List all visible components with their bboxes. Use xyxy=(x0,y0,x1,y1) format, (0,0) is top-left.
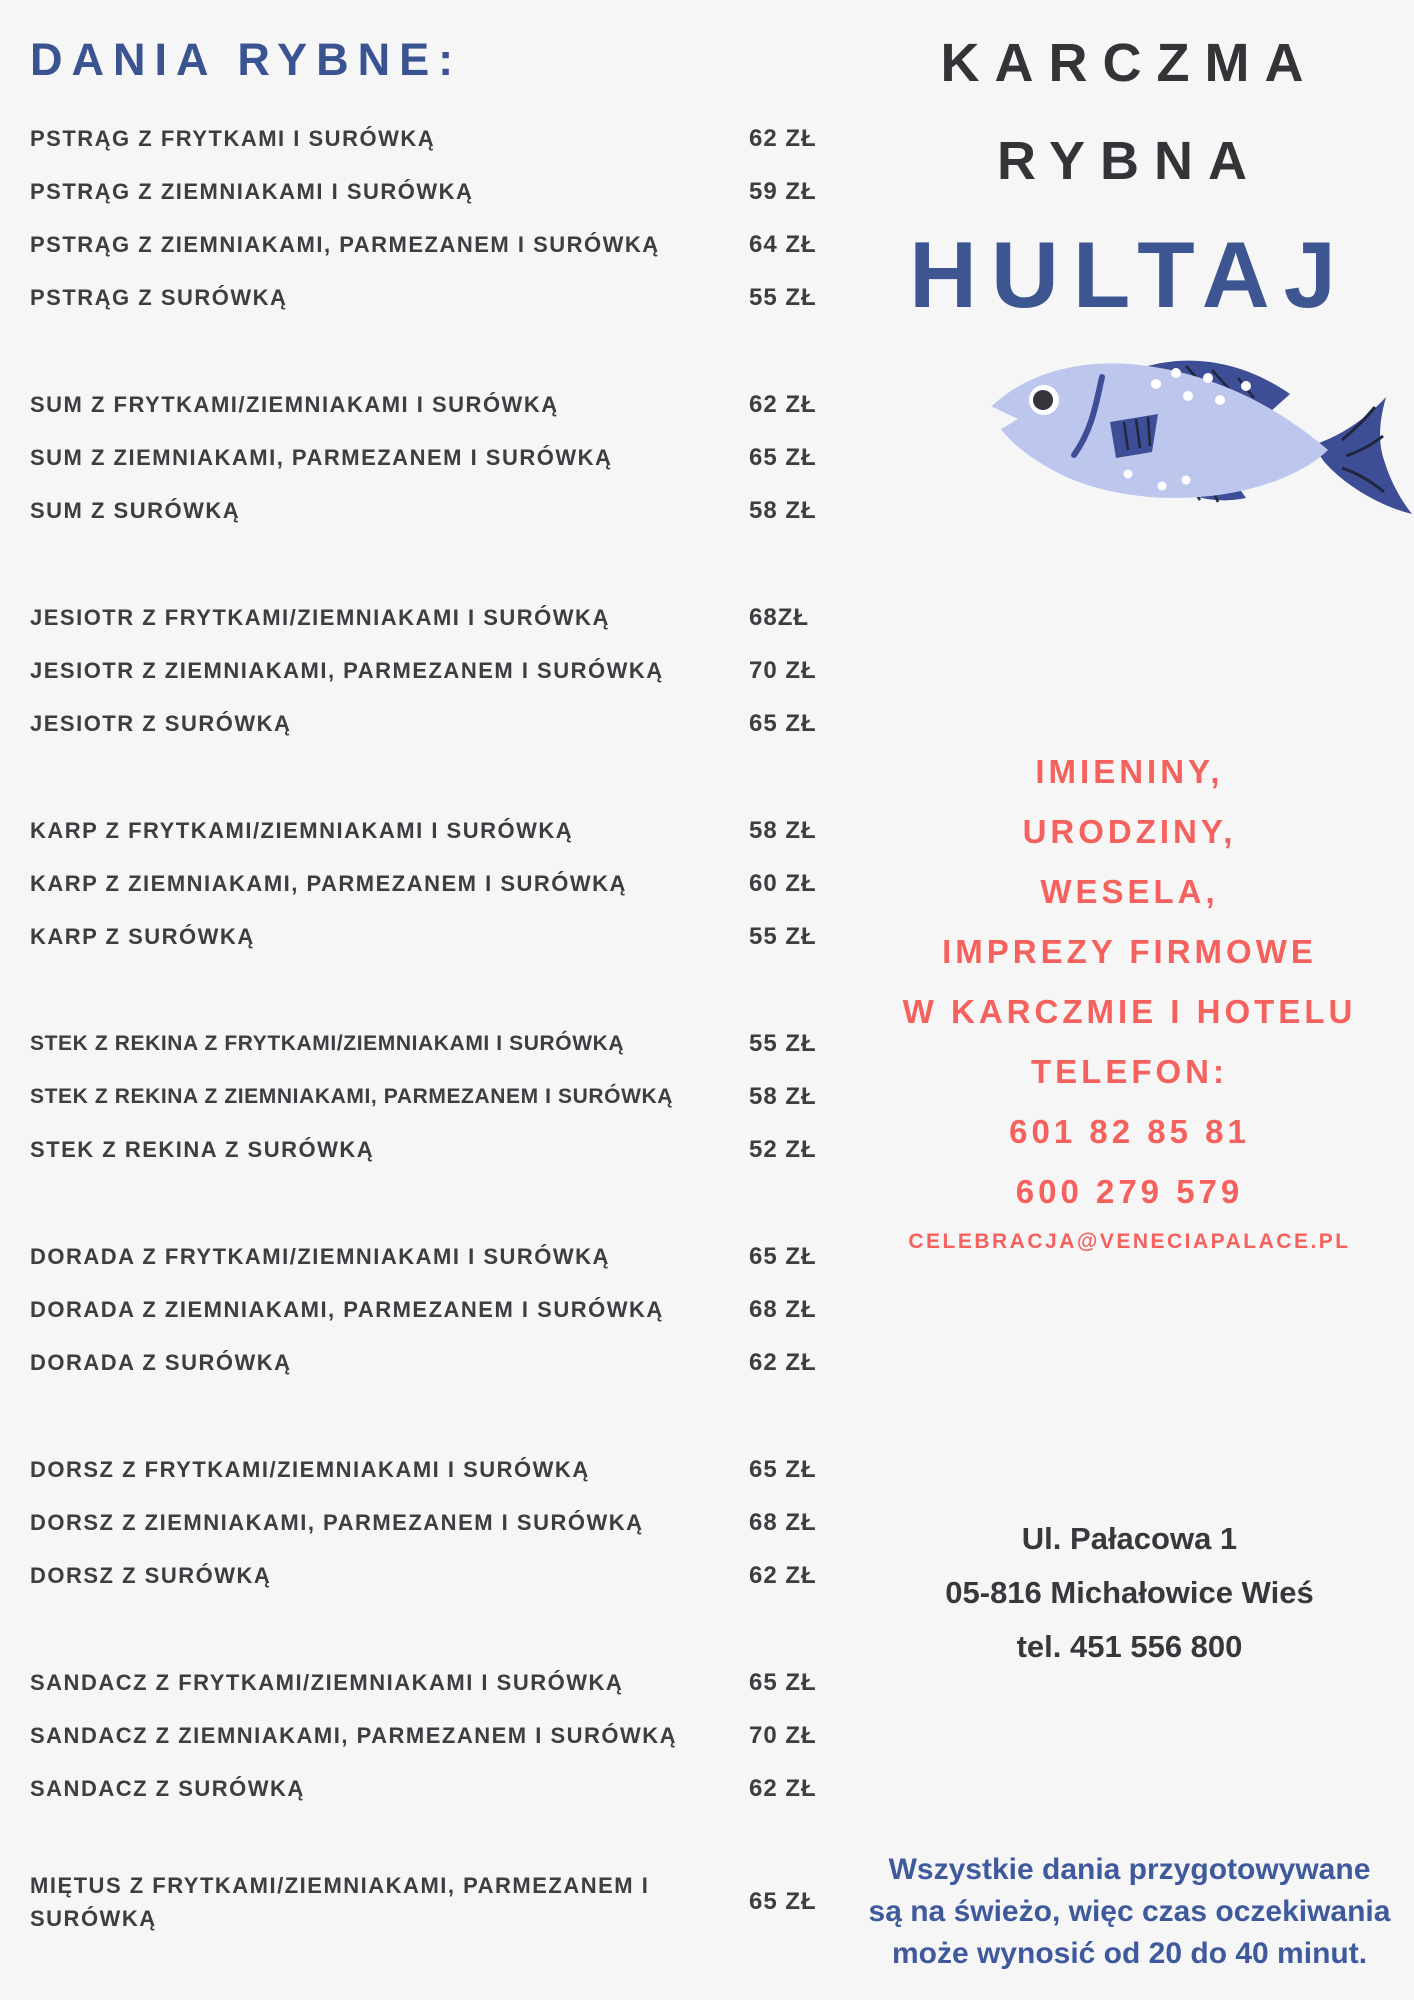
event-line: 600 279 579 xyxy=(1015,1173,1244,1210)
menu-item-price: 68 ZŁ xyxy=(749,1508,817,1536)
menu-item-price: 62 ZŁ xyxy=(749,1561,817,1589)
menu-item-price: 70 ZŁ xyxy=(749,1721,817,1749)
menu-item-price: 65 ZŁ xyxy=(749,1668,817,1696)
address-lines xyxy=(945,1512,1313,1674)
menu-item-price: 65 ZŁ xyxy=(749,1242,817,1270)
menu-item-name: SUM Z SURÓWKĄ xyxy=(30,498,241,523)
menu-sections xyxy=(30,112,845,1935)
menu-item-name: MIĘTUS Z FRYTKAMI/ZIEMNIAKAMI, PARMEZANEM I SURÓWKĄ xyxy=(30,1873,650,1931)
menu-item-price: 62 ZŁ xyxy=(749,1348,817,1376)
menu-item-name: JESIOTR Z SURÓWKĄ xyxy=(30,711,292,736)
menu-item-price: 62 ZŁ xyxy=(749,1774,817,1802)
menu-item-row xyxy=(30,1869,845,1935)
menu-item-name: KARP Z SURÓWKĄ xyxy=(30,924,255,949)
notice-lines xyxy=(869,1849,1391,1975)
menu-item-row xyxy=(30,218,845,271)
address-line: tel. 451 556 800 xyxy=(1016,1629,1243,1664)
notice-line: Wszystkie dania przygotowywane xyxy=(888,1853,1371,1886)
menu-section xyxy=(30,591,845,750)
menu-item-price: 65 ZŁ xyxy=(749,443,817,471)
menu-item-row xyxy=(30,910,845,963)
menu-item-price: 59 ZŁ xyxy=(749,177,817,205)
menu-item-name: SUM Z ZIEMNIAKAMI, PARMEZANEM I SURÓWKĄ xyxy=(30,445,613,470)
info-column xyxy=(845,0,1414,2000)
menu-item-name: JESIOTR Z ZIEMNIAKAMI, PARMEZANEM I SURÓWKĄ xyxy=(30,658,664,683)
menu-item-price: 64 ZŁ xyxy=(749,230,817,258)
menu-item-price: 70 ZŁ xyxy=(749,656,817,684)
menu-item-price: 60 ZŁ xyxy=(749,869,817,897)
event-line: W KARCZMIE I HOTELU xyxy=(902,993,1357,1030)
events-block xyxy=(903,742,1357,1254)
menu-item-price: 52 ZŁ xyxy=(749,1135,817,1163)
menu-item-row xyxy=(30,1017,845,1070)
menu-item-row xyxy=(30,1336,845,1389)
menu-item-row xyxy=(30,1283,845,1336)
address-line: Ul. Pałacowa 1 xyxy=(1021,1521,1238,1556)
menu-item-name: DORADA Z SURÓWKĄ xyxy=(30,1350,292,1375)
menu-item-name: PSTRĄG Z ZIEMNIAKAMI I SURÓWKĄ xyxy=(30,179,474,204)
menu-item-row xyxy=(30,165,845,218)
menu-item-name: SUM Z FRYTKAMI/ZIEMNIAKAMI I SURÓWKĄ xyxy=(30,392,559,417)
event-line: IMPREZY FIRMOWE xyxy=(942,933,1317,970)
contact-email: CELEBRACJA@VENECIAPALACE.PL xyxy=(908,1230,1351,1253)
menu-item-row xyxy=(30,644,845,697)
menu-item-price: 65 ZŁ xyxy=(749,1888,817,1915)
event-line: 601 82 85 81 xyxy=(1009,1113,1250,1150)
menu-item-name: KARP Z ZIEMNIAKAMI, PARMEZANEM I SURÓWKĄ xyxy=(30,871,627,896)
notice-line: są na świeżo, więc czas oczekiwania xyxy=(868,1895,1391,1928)
menu-item-row xyxy=(30,378,845,431)
menu-item-row xyxy=(30,271,845,324)
menu-section xyxy=(30,112,845,324)
brand-line-1: KARCZMA xyxy=(940,33,1319,93)
address-line: 05-816 Michałowice Wieś xyxy=(945,1575,1314,1610)
menu-item-row xyxy=(30,1656,845,1709)
menu-item-name: SANDACZ Z SURÓWKĄ xyxy=(30,1776,305,1801)
menu-section xyxy=(30,1869,845,1935)
menu-section xyxy=(30,1656,845,1815)
menu-item-name: DORSZ Z ZIEMNIAKAMI, PARMEZANEM I SURÓWKĄ xyxy=(30,1510,644,1535)
menu-item-price: 55 ZŁ xyxy=(749,283,817,311)
menu-item-price: 65 ZŁ xyxy=(749,1455,817,1483)
page-title: DANIA RYBNE: xyxy=(30,34,463,85)
menu-item-row xyxy=(30,857,845,910)
menu-item-name: KARP Z FRYTKAMI/ZIEMNIAKAMI I SURÓWKĄ xyxy=(30,818,574,843)
menu-section xyxy=(30,1017,845,1176)
menu-item-price: 55 ZŁ xyxy=(749,1029,817,1057)
menu-item-row xyxy=(30,1496,845,1549)
menu-item-price: 62 ZŁ xyxy=(749,124,817,152)
menu-item-row xyxy=(30,1123,845,1176)
menu-item-row xyxy=(30,484,845,537)
event-line: IMIENINY, xyxy=(1035,753,1224,790)
menu-item-row xyxy=(30,431,845,484)
menu-item-row xyxy=(30,1762,845,1815)
notice-line: może wynosić od 20 do 40 minut. xyxy=(891,1937,1368,1970)
fish-illustration xyxy=(980,356,1412,542)
menu-item-row xyxy=(30,1070,845,1123)
event-line: WESELA, xyxy=(1040,873,1219,910)
menu-item-name: DORADA Z ZIEMNIAKAMI, PARMEZANEM I SURÓWKĄ xyxy=(30,1297,664,1322)
menu-item-row xyxy=(30,1709,845,1762)
event-line: TELEFON: xyxy=(1031,1053,1228,1090)
menu-item-price: 58 ZŁ xyxy=(749,1082,817,1110)
menu-item-row xyxy=(30,697,845,750)
brand-name: HULTAJ xyxy=(909,222,1350,327)
menu-item-price: 58 ZŁ xyxy=(749,496,817,524)
menu-item-row xyxy=(30,804,845,857)
menu-section xyxy=(30,1230,845,1389)
menu-item-name: STEK Z REKINA Z SURÓWKĄ xyxy=(30,1137,375,1162)
event-line: URODZINY, xyxy=(1022,813,1237,850)
brand-line-2: RYBNA xyxy=(996,131,1262,191)
fish-icon xyxy=(980,356,1412,542)
menu-item-name: JESIOTR Z FRYTKAMI/ZIEMNIAKAMI I SURÓWKĄ xyxy=(30,605,610,630)
notice-block xyxy=(869,1849,1391,1975)
menu-item-row xyxy=(30,591,845,644)
menu-item-name: SANDACZ Z ZIEMNIAKAMI, PARMEZANEM I SURÓWKĄ xyxy=(30,1723,678,1748)
menu-item-row xyxy=(30,1230,845,1283)
menu-item-name: STEK Z REKINA Z FRYTKAMI/ZIEMNIAKAMI I SURÓWKĄ xyxy=(30,1031,625,1055)
events-lines xyxy=(903,742,1357,1222)
menu-item-name: DORSZ Z SURÓWKĄ xyxy=(30,1563,272,1588)
menu-item-row xyxy=(30,1549,845,1602)
menu-item-name: PSTRĄG Z FRYTKAMI I SURÓWKĄ xyxy=(30,126,436,151)
menu-item-name: PSTRĄG Z SURÓWKĄ xyxy=(30,285,288,310)
menu-item-row xyxy=(30,112,845,165)
menu-item-name: SANDACZ Z FRYTKAMI/ZIEMNIAKAMI I SURÓWKĄ xyxy=(30,1670,624,1695)
menu-item-price: 68ZŁ xyxy=(749,603,810,631)
menu-section xyxy=(30,804,845,963)
menu-item-price: 58 ZŁ xyxy=(749,816,817,844)
menu-item-name: PSTRĄG Z ZIEMNIAKAMI, PARMEZANEM I SURÓWKĄ xyxy=(30,232,660,257)
menu-item-price: 62 ZŁ xyxy=(749,390,817,418)
menu-section xyxy=(30,378,845,537)
menu-item-price: 65 ZŁ xyxy=(749,709,817,737)
menu-item-name: DORSZ Z FRYTKAMI/ZIEMNIAKAMI I SURÓWKĄ xyxy=(30,1457,590,1482)
menu-item-name: DORADA Z FRYTKAMI/ZIEMNIAKAMI I SURÓWKĄ xyxy=(30,1244,610,1269)
menu-section xyxy=(30,1443,845,1602)
menu-item-row xyxy=(30,1443,845,1496)
menu-item-price: 68 ZŁ xyxy=(749,1295,817,1323)
menu-item-name: STEK Z REKINA Z ZIEMNIAKAMI, PARMEZANEM I SURÓWKĄ xyxy=(30,1084,674,1108)
menu-item-price: 55 ZŁ xyxy=(749,922,817,950)
address-block xyxy=(945,1512,1313,1674)
